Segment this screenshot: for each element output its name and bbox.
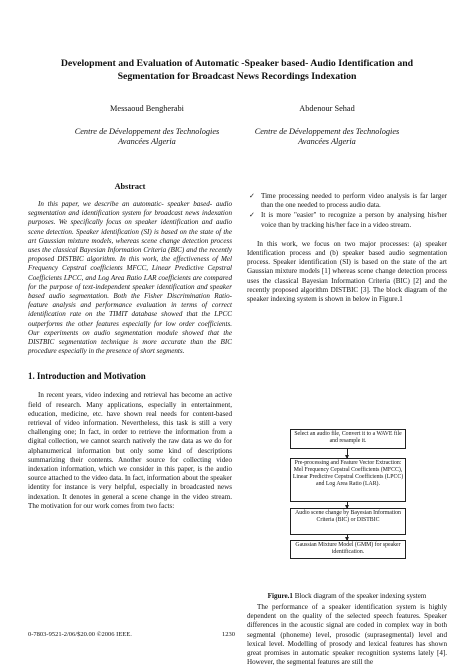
copyright-footer: 0-7803-9521-2/06/$20.00 ©2006 IEEE.	[28, 631, 132, 638]
list-item	[247, 211, 447, 229]
paper-title: Development and Evaluation of Automatic -Speaker based- Audio Identification and Segmentation for Broadcast News Recordings Indexation	[60, 58, 414, 82]
checkmark-icon: ✓	[249, 192, 255, 200]
author-block-1	[62, 104, 232, 148]
body-paragraph: In this work, we focus on two major processes: (a) speaker Identification process and (b) speaker based audio segmentation process. Speaker identification (SI) is based on the state of the art Gaussian mixture models [1] whereas scene change detection process uses the classical Bayesian Information Criteria (BIC) [2] and the recently proposed algorithm DISTBIC [3]. The block diagram of the speaker indexing system is shown in below in Figure.1	[247, 239, 447, 304]
left-column	[28, 182, 232, 516]
author-name: Messaoud Bengherabi	[110, 104, 184, 113]
bullet-list	[247, 192, 447, 230]
arrow-icon	[347, 449, 348, 458]
diagram-box-audio-input: Select an audio file, Convert it to a WAVE file and resample it.	[290, 429, 406, 449]
author-affiliation: Centre de Développement des Technologies Avancées Algeria	[254, 126, 400, 146]
section-paragraph: In recent years, video indexing and retrieval has become an active field of research. Many applications, especially in entertainment, education, medicine, etc. have shown real needs for content-based retrieval of video information. Nevertheless, this task is still a very challenging one; In fact, in order to retrieve the information from a digital collection, we cannot search natively the raw data as we do for alphanumerical information but only some kind of descriptions summarizing their contents. Another source for collecting video indexation information, which we consider in this paper, is the audio source attached to the video data. In fact, information about the speaker identity for instance is very helpful, especially in broadcasted news indexation. It denotes in general a scene change in the video stream. The motivation for our work comes from two facts:	[28, 391, 232, 510]
block-diagram	[290, 429, 410, 589]
diagram-box-feature-extraction: Pre-processing and Feature Vector Extraction: Mel Frequency Cepstral Coefficients (MFCC), Linear Predictive Cepstral Coefficients (LPCC) and Log Area Ratio (LAR).	[290, 458, 406, 502]
checkmark-icon: ✓	[249, 211, 255, 220]
caption-text: Block diagram of the speaker indexing system	[292, 592, 427, 600]
right-column-lower	[247, 603, 447, 667]
page-number: 1230	[222, 631, 235, 638]
author-name: Abdenour Sehad	[299, 104, 355, 113]
author-block-2	[242, 104, 412, 148]
abstract-heading: Abstract	[114, 182, 146, 191]
figure-caption	[247, 592, 447, 601]
list-item	[247, 192, 447, 210]
list-item-text: It is more "easier" to recognize a person by analysing his/her voice than by tracking his/her face in a video stream.	[261, 211, 447, 229]
author-affiliation: Centre de Développement des Technologies Avancées Algeria	[74, 126, 220, 146]
caption-label: Figure.1	[267, 592, 293, 600]
abstract-text: In this paper, we describe an automatic- speaker based- audio segmentation and identification system for broadcast news indexation purposes. We specifically focus on speaker identification and audio scene detection. Speaker identification (SI) is based on the state of the art Gaussian mixture models, whereas scene change detection process uses the classical Bayesian Information Criteria (BIC) and the recently proposed DISTBIC algorithm. In this work, the effectiveness of Mel Frequency Cepstral coefficients MFCC, Linear Predictive Cepstral Coefficients LPCC, and Log Area Ratio LAR coefficients are compared for the purpose of text-independent speaker identification and speaker based audio segmentation. Both the Fisher Discrimination Ratio- feature analysis and performance evaluation in terms of correct identification rate on the TIMIT database showed that the LPCC outperforms the other features especially for low order coefficients. Our experiments on audio segmentation module showed that the DISTBIC segmentation technique is more accurate than the BIC procedure especially in the presence of short segments.	[28, 200, 232, 356]
right-column	[247, 192, 447, 309]
section-heading: 1. Introduction and Motivation	[28, 371, 146, 382]
body-paragraph: The performance of a speaker identification system is highly dependent on the quality of the selected speech features. Speaker differences in the acoustic signal are coded in complex way in both segmental (phoneme) level, prosodic (suprasegmental) level and lexical level. Modelling of prosody and lexical features has shown great promises in automatic speaker recognition systems lately [4]. However, the segmental features are still the	[247, 603, 447, 667]
diagram-box-scene-change: Audio scene change by Bayesian Information Criteria (BIC) or DISTBIC	[290, 508, 406, 535]
list-item-text: Time processing needed to perform video analysis is far larger than the one needed to process audio data.	[261, 192, 447, 210]
diagram-box-gmm: Gaussian Mixture Model (GMM) for speaker identification.	[290, 540, 406, 559]
